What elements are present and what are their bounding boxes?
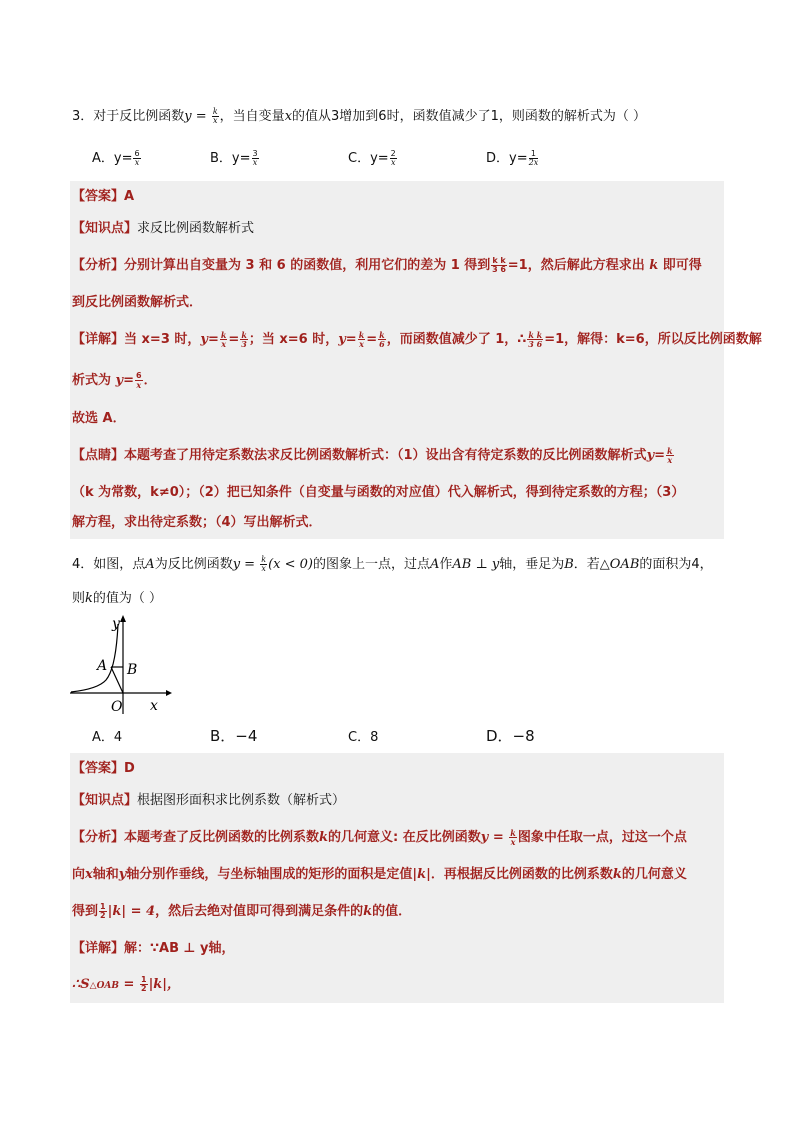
q4-option-d: D．−8 — [486, 727, 535, 745]
q3-conclusion: 故选 A． — [72, 411, 126, 426]
q4-answer: 【答案】D — [72, 761, 135, 776]
q4-option-b: B．−4 — [210, 727, 258, 745]
q3-knowledge: 【知识点】求反比例函数解析式 — [72, 221, 255, 236]
q3-analysis-line2: 到反比例函数解析式． — [72, 295, 203, 310]
q3-analysis-line1: 【分析】分别计算出自变量为 3 和 6 的函数值，利用它们的差为 1 得到 $\frac{\text{k k}}{3 6}$ =1，然后解此方程求出 k 即可得 — [72, 256, 702, 274]
label-y: y — [112, 616, 120, 632]
q3-option-b: B．y= $\frac{3}{x}$ — [210, 149, 258, 167]
q4-option-c: C．8 — [348, 730, 379, 745]
label-x: x — [150, 698, 158, 714]
q4-analysis-line1: 【分析】本题考查了反比例函数的比例系数k的几何意义: 在反比例函数y = $\frac{k}{x}$ 图象中任取一点，过这一个点 — [72, 828, 687, 847]
q3-option-c: C．y= $\frac{2}{x}$ — [348, 149, 396, 167]
q3-tips-line2: （k 为常数，k≠0）；（2）把已知条件（自变量与函数的对应值）代入解析式，得到待定系数的方程；（3） — [72, 485, 685, 500]
hyperbola-curve — [71, 624, 118, 692]
label-o: O — [111, 699, 123, 715]
q3-stem: 3．对于反比例函数y = $\frac{k}{x}$ ，当自变量x的值从3增加到6时，函数值减少了1，则函数的解析式为（ ） — [72, 107, 646, 125]
q3-tips-line3: 解方程，求出待定系数；（4）写出解析式． — [72, 515, 322, 530]
label-b: B — [127, 662, 138, 678]
segment-oa — [111, 667, 123, 693]
q4-stem-line1: 4．如图，点A为反比例函数y = $\frac{k}{x}$ (x < 0)的图象上一点，过点A作AB ⊥ y轴，垂足为B．若△OAB的面积为4， — [72, 555, 713, 573]
q4-figure — [68, 612, 178, 716]
label-a: A — [97, 658, 108, 674]
q4-detail-line1: 【详解】解：∵AB ⊥ y轴， — [72, 941, 235, 956]
q3-detail-line2: 析式为 y= $\frac{6}{x}$ ． — [72, 371, 157, 390]
q3-option-a: A．y= $\frac{6}{x}$ — [92, 149, 140, 167]
q4-detail-line2: ∴S△OAB = $\frac{1}{2}$ |k|， — [72, 975, 181, 993]
q4-analysis-line2: 向x轴和y轴分别作垂线，与坐标轴围成的矩形的面积是定值|k|．再根据反比例函数的比例系数k的几何意义 — [72, 867, 687, 882]
q3-tips-line1: 【点睛】本题考查了用待定系数法求反比例函数解析式：（1）设出含有待定系数的反比例函数解析式y= $\frac{k}{x}$ — [72, 446, 673, 465]
y-axis-arrow — [120, 615, 126, 622]
q3-option-d: D．y= $\frac{1}{2x}$ — [486, 149, 539, 167]
q4-analysis-line3: 得到 $\frac{1}{2}$ |k| = 4，然后去绝对值即可得到满足条件的k的值． — [72, 902, 412, 920]
q4-stem-line2: 则k的值为（ ） — [72, 591, 163, 606]
x-axis-arrow — [166, 690, 172, 696]
q4-option-a: A．4 — [92, 730, 123, 745]
q3-answer: 【答案】A — [72, 189, 135, 204]
q4-knowledge: 【知识点】根据图形面积求比例系数（解析式） — [72, 793, 346, 808]
q3-detail-line1: 【详解】当 x=3 时，y= $\frac{k}{x}$ = $\frac{k}{3}$ ；当 x=6 时，y= $\frac{k}{x}$ = $\frac{k}{6}$ ，而函数值减少了 1，∴ $\frac{\text{k k}}{3 6}$ =1，解得：k=6，所以反比例函数解 — [72, 330, 762, 349]
